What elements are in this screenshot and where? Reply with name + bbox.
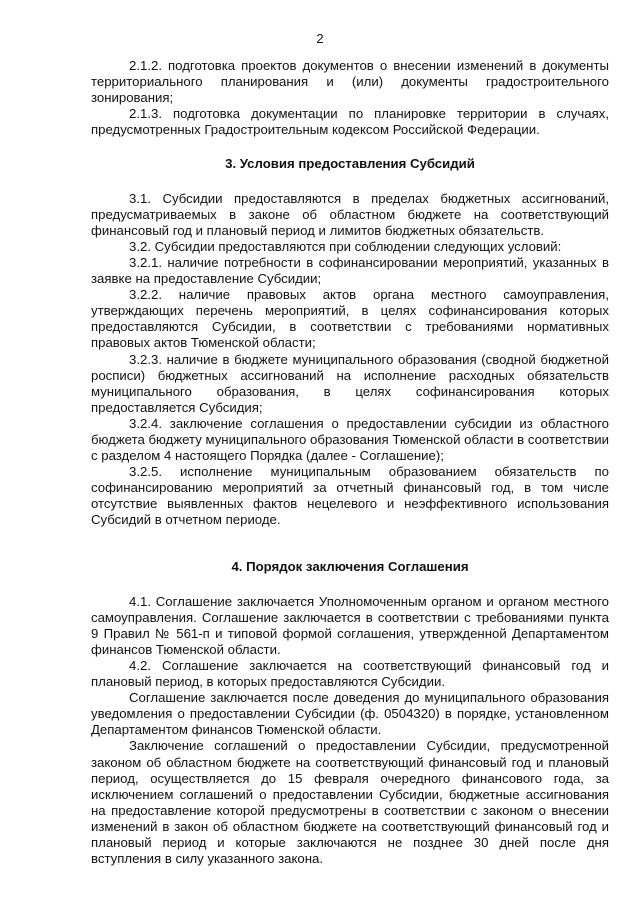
clause-3-2-3: 3.2.3. наличие в бюджете муниципального образования (сводной бюджетной росписи) бюджетных ассигнований на исполнение расходных обязательств муниципального образования, в целях софинансирования которых предоставляется Субсидия; bbox=[91, 351, 609, 415]
clause-2-1-3: 2.1.3. подготовка документации по планировке территории в случаях, предусмотренных Градостроительным кодексом Российской Федерации. bbox=[91, 106, 609, 138]
document-body bbox=[91, 58, 609, 867]
clause-3-1: 3.1. Субсидии предоставляются в пределах бюджетных ассигнований, предусматриваемых в законе об областном бюджете на соответствующий финансовый год и плановый период и лимитов бюджетных обязательств. bbox=[91, 190, 609, 238]
clause-3-2: 3.2. Субсидии предоставляются при соблюдении следующих условий: bbox=[129, 238, 562, 254]
clause-3-2-2: 3.2.2. наличие правовых актов органа местного самоуправления, утверждающих перечень мероприятий, в целях софинансирования которых предоставляются Субсидии, в соответствии с требованиями нормативных правовых актов Тюменской области; bbox=[91, 287, 609, 351]
section-3-heading: 3. Условия предоставления Субсидий bbox=[225, 156, 475, 172]
clause-4-2-deadline: Заключение соглашений о предоставлении Субсидии, предусмотренной законом об областном бюджете на соответствующий финансовый год и плановый период, осуществляется до 15 февраля очередного финансового года, за исключением соглашений о предоставлении Субсидии, бюджетные ассигнования на предоставление которой предусмотрены в соответствии с законом о внесении изменений в закон об областном бюджете на соответствующий финансовый год и плановый период и которые заключаются не позднее 30 дней после дня вступления в силу указанного закона. bbox=[91, 738, 609, 867]
clause-4-2: 4.2. Соглашение заключается на соответствующий финансовый год и плановый период, в которых предоставляются Субсидии. bbox=[91, 658, 609, 690]
clause-2-1-2: 2.1.2. подготовка проектов документов о внесении изменений в документы территориального планирования и (или) документы градостроительного зонирования; bbox=[91, 58, 609, 106]
section-4-heading: 4. Порядок заключения Соглашения bbox=[231, 558, 469, 574]
clause-3-2-1: 3.2.1. наличие потребности в софинансировании мероприятий, указанных в заявке на предоставление Субсидии; bbox=[91, 254, 609, 287]
clause-4-2-notice: Соглашение заключается после доведения до муниципального образования уведомления о предоставлении Субсидии (ф. 0504320) в порядке, установленном Департаментом финансов Тюменской области. bbox=[91, 690, 609, 738]
page-number: 2 bbox=[316, 31, 324, 46]
clause-3-2-4: 3.2.4. заключение соглашения о предоставлении субсидии из областного бюджета бюджету муниципального образования Тюменской области в соответствии с разделом 4 настоящего Порядка (далее - Соглашение); bbox=[91, 415, 609, 464]
clause-4-1: 4.1. Соглашение заключается Уполномоченным органом и органом местного самоуправления. Соглашение заключается в соответствии с требованиями пункта 9 Правил № 561-п и типовой формой соглашения, утвержденной Департаментом финансов Тюменской области. bbox=[91, 593, 609, 657]
clause-3-2-5: 3.2.5. исполнение муниципальным образованием обязательств по софинансированию мероприятий за отчетный финансовый год, в том числе отсутствие выявленных фактов нецелевого и неэффективного использования Субсидий в отчетном периоде. bbox=[91, 464, 609, 528]
